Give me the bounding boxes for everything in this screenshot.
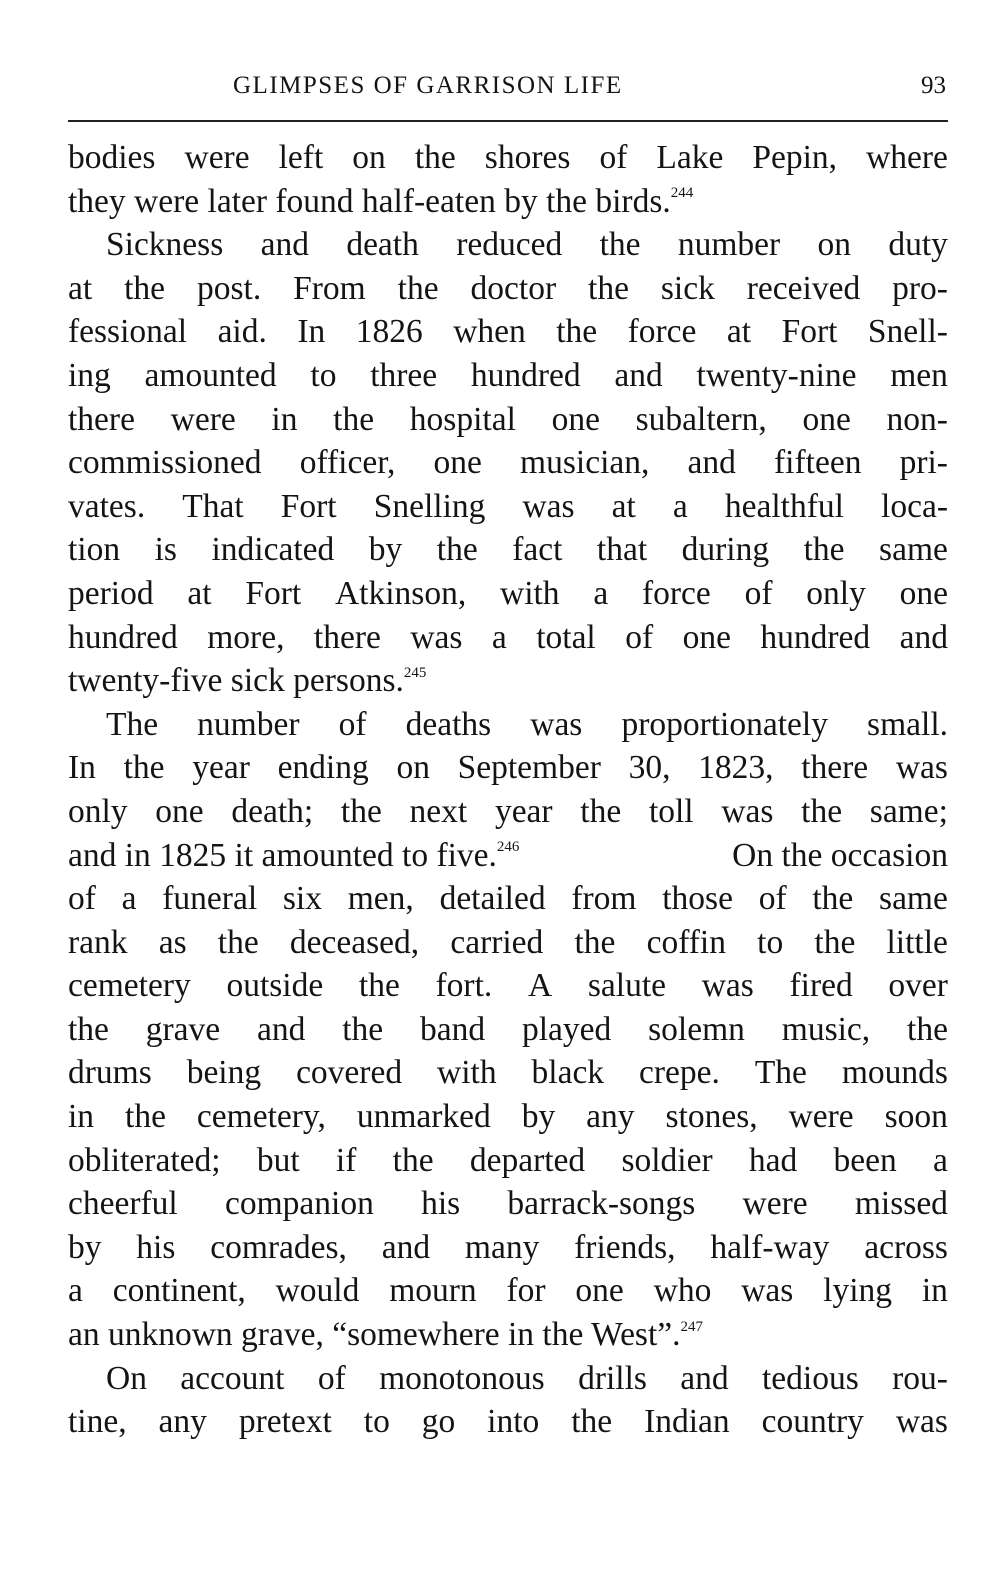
word: band (420, 1010, 486, 1048)
word: funeral (162, 880, 258, 918)
text-line (68, 616, 948, 660)
word: a (121, 880, 137, 918)
word: companion (224, 1185, 374, 1223)
word: In (68, 749, 96, 787)
word: tine, (68, 1403, 127, 1441)
word: one (899, 574, 948, 612)
word: of (317, 1359, 346, 1397)
word: by (521, 1098, 556, 1136)
word: soldier (621, 1141, 713, 1179)
word: across (864, 1228, 948, 1266)
word: 1823, (698, 749, 774, 787)
text-line: twenty-five sick persons.$^{245}$ (68, 662, 427, 700)
word: sick (660, 269, 715, 307)
word: Fort (245, 574, 302, 612)
word: the (907, 1010, 948, 1048)
word: his (421, 1185, 461, 1223)
word: Indian (644, 1403, 730, 1441)
word: was (721, 792, 774, 830)
word: 1826 (355, 313, 423, 351)
word: on (396, 749, 430, 787)
word: of (625, 618, 654, 656)
word: was (701, 967, 754, 1005)
text-line (68, 1008, 948, 1052)
text-line (68, 441, 948, 485)
word: received (746, 269, 861, 307)
word: six (282, 880, 322, 918)
word: of (599, 139, 628, 176)
word: same; (869, 792, 948, 830)
word: been (833, 1141, 897, 1179)
word: one (433, 444, 482, 482)
running-title: GLIMPSES OF GARRISON LIFE (233, 72, 623, 99)
text-line (68, 136, 948, 180)
text-line: an unknown grave, “somewhere in the West”.$^{247}$ (68, 1316, 704, 1354)
word: is (154, 531, 177, 569)
text-line (68, 267, 948, 311)
text-line (68, 703, 948, 747)
word: the (801, 792, 843, 830)
word: the (342, 1010, 384, 1048)
word: officer, (299, 444, 396, 482)
word: rank (68, 923, 128, 961)
text-line (68, 572, 948, 616)
word: aid. (217, 313, 267, 351)
word: the (414, 139, 456, 176)
word: on (817, 226, 852, 264)
text-line (68, 790, 948, 834)
book-page (68, 68, 948, 1444)
word: On (106, 1359, 147, 1397)
word: missed (854, 1185, 948, 1223)
paragraph-3 (68, 703, 948, 1357)
word: stones, (665, 1098, 758, 1136)
word: covered (296, 1054, 403, 1092)
page-number: 93 (921, 72, 946, 99)
word: musician, (520, 444, 650, 482)
word: at (611, 487, 636, 525)
footnote-ref-246: 246 (496, 839, 520, 856)
word: and (614, 356, 663, 394)
word: force (627, 313, 697, 351)
word: hundred (760, 618, 871, 656)
word: and (257, 1010, 306, 1048)
word: was (895, 749, 948, 787)
word: twenty-nine (696, 356, 857, 394)
word: that (596, 531, 648, 569)
word: when (453, 313, 526, 351)
word: many (464, 1228, 540, 1266)
word: the (125, 1098, 166, 1136)
word: crepe. (639, 1054, 720, 1092)
word: would (275, 1272, 360, 1310)
word: obliterated; (68, 1141, 221, 1179)
word: reduced (456, 226, 563, 264)
word: solemn (648, 1010, 745, 1048)
word: a (593, 574, 609, 612)
word: non- (886, 400, 948, 438)
text-line (68, 485, 948, 529)
word: little (886, 923, 948, 961)
word: deaths (405, 705, 492, 743)
word: who (653, 1272, 712, 1310)
word: were (170, 400, 236, 438)
word: account (180, 1359, 285, 1397)
word: a (68, 1272, 83, 1310)
text-line (68, 1357, 948, 1401)
word: the (392, 1141, 434, 1179)
word: total (536, 618, 596, 656)
word: Sickness (106, 226, 224, 264)
word: was (895, 1403, 948, 1441)
word: force (642, 574, 711, 612)
word: in (271, 400, 298, 438)
word: and (687, 444, 736, 482)
word: left (278, 139, 324, 176)
word: drums (68, 1054, 152, 1092)
word: pro- (892, 269, 948, 307)
word: but (256, 1141, 300, 1179)
text-line (68, 746, 948, 790)
text-line (68, 1139, 948, 1183)
word: the (580, 792, 622, 830)
word: and (899, 618, 948, 656)
word: with (500, 574, 560, 612)
word: friends, (574, 1228, 676, 1266)
word: more, (207, 618, 285, 656)
word: a (672, 487, 688, 525)
word: soon (884, 1098, 948, 1136)
word: one (802, 400, 851, 438)
word: by (68, 1228, 102, 1266)
word: there (313, 618, 381, 656)
word: on (352, 139, 386, 176)
word: as (158, 923, 187, 961)
text-line (68, 1095, 948, 1139)
word: was (741, 1272, 794, 1310)
word: by (368, 531, 403, 569)
word: go (421, 1403, 456, 1441)
word: amounted (144, 356, 277, 394)
word: from (571, 880, 637, 918)
word: From (293, 269, 366, 307)
word: one (682, 618, 731, 656)
word: ending (277, 749, 369, 787)
word: number (197, 705, 300, 743)
word: period (68, 574, 154, 612)
word: a (491, 618, 507, 656)
word: was (530, 705, 583, 743)
word: In (297, 313, 326, 351)
word: fact (512, 531, 563, 569)
word: during (681, 531, 770, 569)
text-line (68, 1051, 948, 1095)
word: cemetery (68, 967, 191, 1005)
word: Pepin, (752, 139, 838, 176)
word: fifteen (774, 444, 862, 482)
word: mourn (389, 1272, 477, 1310)
word: men, (347, 880, 414, 918)
word: number (677, 226, 781, 264)
word: half-way (710, 1228, 830, 1266)
word: three (370, 356, 438, 394)
word: fessional (68, 313, 188, 351)
word: small. (867, 705, 948, 743)
word: the (571, 1403, 613, 1441)
word: at (68, 269, 93, 307)
word: grave (145, 1010, 221, 1048)
word: tedious (762, 1359, 859, 1397)
word: country (761, 1403, 864, 1441)
word: lying (823, 1272, 893, 1310)
word: there (68, 400, 135, 438)
word: death (346, 226, 419, 264)
word: into (487, 1403, 540, 1441)
paragraph-2 (68, 223, 948, 703)
word: for (506, 1272, 546, 1310)
word: fired (789, 967, 853, 1005)
word: hundred (68, 618, 178, 656)
text-line (68, 223, 948, 267)
word: vates. (68, 487, 146, 525)
word: his (136, 1228, 176, 1266)
text-line (68, 1269, 948, 1313)
running-head (68, 68, 948, 108)
word: and (260, 226, 309, 264)
word: there (801, 749, 869, 787)
word: of (338, 705, 367, 743)
body-text (68, 136, 948, 1444)
word: coffin (646, 923, 726, 961)
word: bodies (68, 139, 156, 176)
word: tion (68, 531, 121, 569)
word: same (879, 531, 948, 569)
word: with (437, 1054, 497, 1092)
word: only (806, 574, 866, 612)
word: over (888, 967, 948, 1005)
text-line (68, 877, 948, 921)
word: the (124, 269, 166, 307)
word: fort. (435, 967, 493, 1005)
word: The (754, 1054, 807, 1092)
word: music, (781, 1010, 871, 1048)
word: indicated (211, 531, 335, 569)
word: were (788, 1098, 854, 1136)
word: detailed (439, 880, 546, 918)
word: the (397, 269, 439, 307)
word: outside (226, 967, 324, 1005)
word: That (182, 487, 244, 525)
text-line: and in 1825 it amounted to five.$^{246}$ On the occasion (68, 836, 948, 874)
word: any (586, 1098, 635, 1136)
word: the (123, 749, 165, 787)
word: Lake (656, 139, 724, 176)
word: the (574, 923, 616, 961)
word: subaltern, (635, 400, 767, 438)
word: any (158, 1403, 207, 1441)
word: played (522, 1010, 612, 1048)
footnote-ref-247: 247 (680, 1318, 704, 1335)
word: healthful (724, 487, 844, 525)
word: at (187, 574, 212, 612)
word: the (812, 880, 854, 918)
word: year (494, 792, 553, 830)
word: Atkinson, (334, 574, 467, 612)
word: was (522, 487, 575, 525)
word: the (436, 531, 478, 569)
word: September (457, 749, 601, 787)
word: rou- (892, 1359, 948, 1397)
word: mounds (841, 1054, 948, 1092)
word: proportionately (621, 705, 828, 743)
word: Fort (280, 487, 337, 525)
word: being (186, 1054, 262, 1092)
word: where (866, 139, 948, 176)
word: the (217, 923, 259, 961)
word: pretext (238, 1403, 332, 1441)
word: shores (484, 139, 571, 176)
word: loca- (881, 487, 948, 525)
word: the (340, 792, 382, 830)
word: same (879, 880, 948, 918)
word: to (363, 1403, 390, 1441)
word: doctor (470, 269, 557, 307)
word: the (803, 531, 845, 569)
word: a (933, 1141, 948, 1179)
word: was (410, 618, 463, 656)
word: deceased, (289, 923, 420, 961)
word: cheerful (68, 1185, 178, 1223)
word: in (921, 1272, 948, 1310)
word: the (68, 1010, 109, 1048)
header-rule (68, 120, 948, 122)
text-line (68, 1400, 948, 1444)
word: of (744, 574, 773, 612)
word: toll (648, 792, 694, 830)
word: of (758, 880, 787, 918)
word: to (310, 356, 337, 394)
word: were (742, 1185, 808, 1223)
word: one (575, 1272, 624, 1310)
word: one (155, 792, 204, 830)
word: commissioned (68, 444, 262, 482)
word: to (757, 923, 784, 961)
word: the (358, 967, 400, 1005)
word: one (551, 400, 600, 438)
text-line (68, 921, 948, 965)
word: monotonous (379, 1359, 545, 1397)
word: Snell- (867, 313, 948, 351)
word: of (68, 880, 96, 918)
text-line: they were later found half-eaten by the birds.$^{244}$ (68, 182, 694, 220)
word: the (556, 313, 598, 351)
word: hospital (409, 400, 516, 438)
word: the (814, 923, 856, 961)
word: at (726, 313, 752, 351)
word: if (335, 1141, 357, 1179)
word: drills (578, 1359, 647, 1397)
word: had (748, 1141, 798, 1179)
word: Snelling (373, 487, 486, 525)
word: Fort (781, 313, 838, 351)
text-line (68, 1226, 948, 1270)
word: and (381, 1228, 431, 1266)
paragraph-4 (68, 1357, 948, 1444)
word: barrack-songs (507, 1185, 696, 1223)
word: unmarked (356, 1098, 491, 1136)
word: next (409, 792, 468, 830)
word: 30, (628, 749, 671, 787)
text-line (68, 398, 948, 442)
text-line (68, 528, 948, 572)
word: departed (469, 1141, 586, 1179)
footnote-ref-245: 245 (403, 664, 427, 681)
word: the (333, 400, 375, 438)
word: post. (196, 269, 262, 307)
word: duty (888, 226, 948, 264)
word: those (662, 880, 733, 918)
word: were (184, 139, 250, 176)
word: only (68, 792, 128, 830)
word: hundred (470, 356, 581, 394)
paragraph-1 (68, 136, 948, 223)
text-line (68, 964, 948, 1008)
word: salute (587, 967, 666, 1005)
text-line (68, 354, 948, 398)
word: the (588, 269, 629, 307)
footnote-ref-244: 244 (670, 185, 694, 202)
word: pri- (899, 444, 948, 482)
word: comrades, (210, 1228, 347, 1266)
text-line (68, 310, 948, 354)
word: death; (231, 792, 314, 830)
text-line (68, 1182, 948, 1226)
word: black (531, 1054, 605, 1092)
word: ing (68, 356, 111, 394)
word: The (106, 705, 159, 743)
word: in (68, 1098, 95, 1136)
word: the (599, 226, 641, 264)
word: year (192, 749, 250, 787)
word: and (680, 1359, 729, 1397)
word: A (527, 967, 553, 1005)
word: cemetery, (196, 1098, 326, 1136)
word: carried (450, 923, 544, 961)
word: continent, (112, 1272, 246, 1310)
word: men (890, 356, 948, 394)
